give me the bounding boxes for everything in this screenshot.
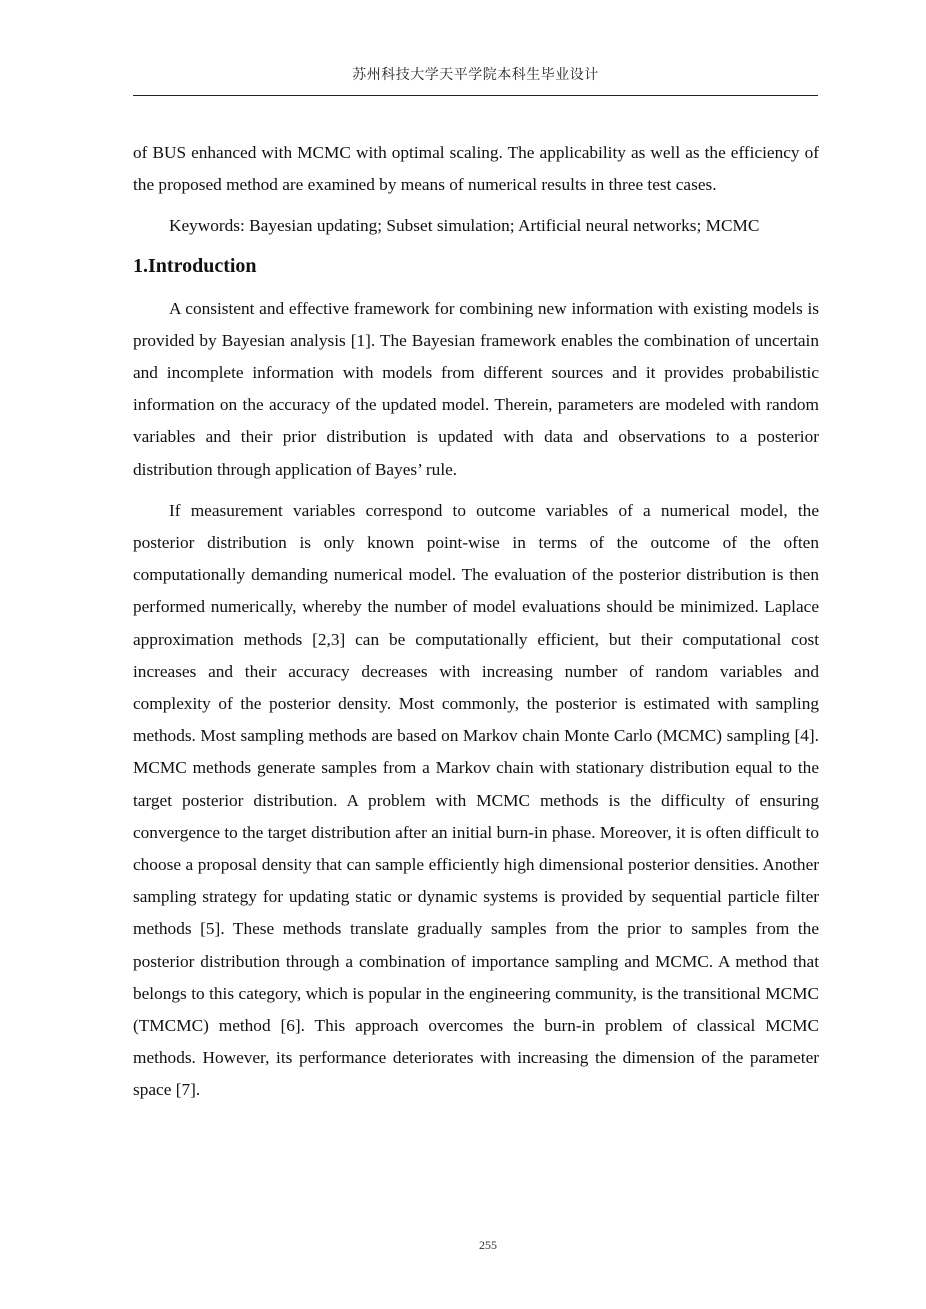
- page-body: [133, 137, 819, 1116]
- header-divider: [133, 95, 818, 96]
- page-number: 255: [479, 1238, 497, 1252]
- body-paragraph: If measurement variables correspond to outcome variables of a numerical model, the posterior distribution is only known point-wise in terms of the outcome of the often computationally demanding numerical model. The evaluation of the posterior distribution is then performed numerically, whereby the number of model evaluations should be minimized. Laplace approximation methods [2,3] can be computationally efficient, but their computational cost increases and their accuracy decreases with increasing number of random variables and complexity of the posterior density. Most commonly, the posterior is estimated with sampling methods. Most sampling methods are based on Markov chain Monte Carlo (MCMC) sampling [4]. MCMC methods generate samples from a Markov chain with stationary distribution equal to the target posterior distribution. A problem with MCMC methods is the difficulty of ensuring convergence to the target distribution after an initial burn-in phase. Moreover, it is often difficult to choose a proposal density that can sample efficiently high dimensional posterior densities. Another sampling strategy for updating static or dynamic systems is provided by sequential particle filter methods [5]. These methods translate gradually samples from the prior to samples from the posterior distribution through a combination of importance sampling and MCMC. A method that belongs to this category, which is popular in the engineering community, is the transitional MCMC (TMCMC) method [6]. This approach overcomes the burn-in problem of classical MCMC methods. However, its performance deteriorates with increasing the dimension of the parameter space [7].: [133, 500, 819, 1100]
- running-header: 苏州科技大学天平学院本科生毕业设计: [352, 68, 599, 83]
- keywords-line: Keywords: Bayesian updating; Subset simulation; Artificial neural networks; MCMC: [169, 216, 760, 236]
- section-heading-introduction: 1.Introduction: [133, 254, 257, 277]
- body-paragraph: A consistent and effective framework for combining new information with existing models is provided by Bayesian analysis [1]. The Bayesian framework enables the combination of uncertain and incomplete information with models from different sources and it provides probabilistic information on the accuracy of the updated model. Therein, parameters are modeled with random variables and their prior distribution is updated with data and observations to a posterior distribution through application of Bayes’ rule.: [133, 298, 819, 479]
- abstract-continuation: of BUS enhanced with MCMC with optimal scaling. The applicability as well as the efficiency of the proposed method are examined by means of numerical results in three test cases.: [133, 143, 819, 195]
